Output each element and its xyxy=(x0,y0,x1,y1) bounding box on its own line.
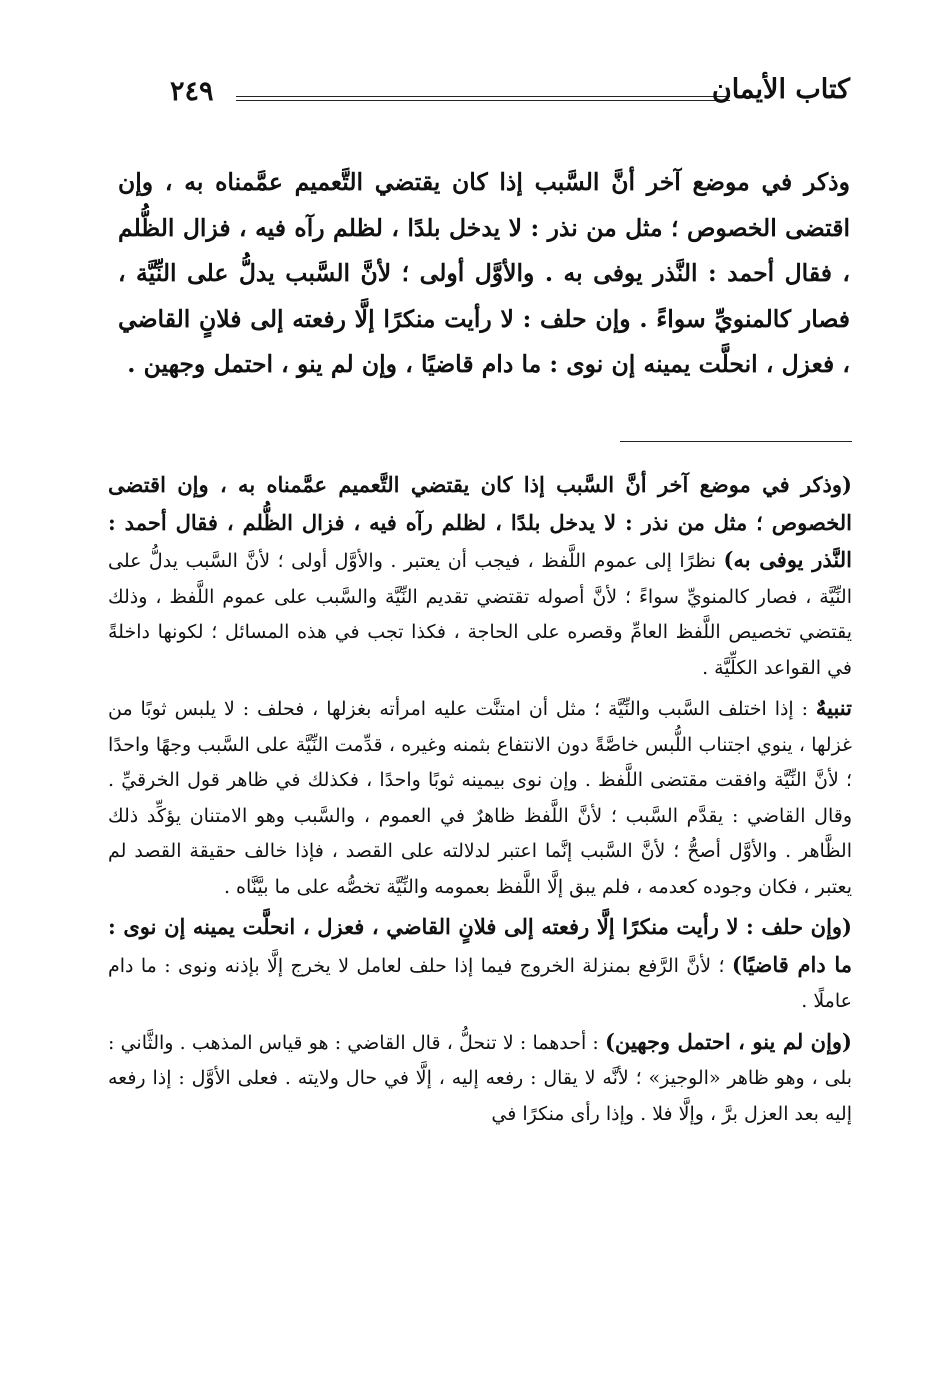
quoted-matn: (وذكر في موضع آخر أنَّ السَّبب إذا كان يقتضي التَّعميم عمَّمناه به ، وإن اقتضى الخصوص ؛ مثل من نذر : لا يدخل بلدًا ، لظلم رآه فيه ، فزال الظُّلم ، فقال أحمد : النَّذر يوفى به) xyxy=(108,472,852,572)
commentary-paragraph xyxy=(108,909,852,1020)
note-label: تنبيهٌ xyxy=(815,695,852,720)
commentary-text: : إذا اختلف السَّبب والنِّيَّة ؛ مثل أن امتنَّت عليه امرأته بغزلها ، فحلف : لا يلبس ثوبًا من غزلها ، ينوي اجتناب اللُّبس خاصَّةً دون الانتفاع بثمنه وغيره ، قدِّمت النِّيَّة على السَّبب وجهًا واحدًا ؛ لأنَّ النِّيَّة وافقت مقتضى اللَّفظ . وإن نوى بيمينه ثوبًا واحدًا ، فكذلك في ظاهر قول الخرقيِّ . وقال القاضي : يقدَّم السَّبب ؛ لأنَّ اللَّفظ ظاهرٌ في العموم ، والسَّبب وهو الامتنان يؤكِّد ذلك الظَّاهر . والأوَّل أصحُّ ؛ لأنَّ السَّبب إنَّما اعتبر لدلالته على القصد ، فإذا خالف حقيقة القصد لم يعتبر ، فكان وجوده كعدمه ، فلم يبق إلَّا اللَّفظ بعمومه والنِّيَّة تخصُّه على ما بيَّنَّاه . xyxy=(108,698,852,898)
commentary-text: نظرًا إلى عموم اللَّفظ ، فيجب أن يعتبر . والأوَّل أولى ؛ لأنَّ السَّبب يدلُّ على النِّيَّة ، فصار كالمنويِّ سواءً ؛ لأنَّ أصوله تقتضي تقديم النِّيَّة والسَّبب على عموم اللَّفظ ، وذلك يقتضي تخصيص اللَّفظ العامِّ وقصره على الحاجة ، فكذا تجب في هذه المسائل ؛ لكونها داخلةً في القواعد الكلِّيَّة . xyxy=(108,550,852,679)
running-title: كتاب الأيمان xyxy=(711,74,850,105)
commentary-text: ؛ لأنَّ الرَّفع بمنزلة الخروج فيما إذا حلف لعامل لا يخرج إلَّا بإذنه ونوى : ما دام عاملًا . xyxy=(108,954,852,1012)
commentary-paragraph xyxy=(108,690,852,905)
commentary-paragraph xyxy=(108,467,852,686)
footnote-separator xyxy=(620,441,852,442)
main-text: وذكر في موضع آخر أنَّ السَّبب إذا كان يقتضي التَّعميم عمَّمناه به ، وإن اقتضى الخصوص ؛ مثل من نذر : لا يدخل بلدًا ، لظلم رآه فيه ، فزال الظُّلم ، فقال أحمد : النَّذر يوفى به . والأوَّل أولى ؛ لأنَّ السَّبب يدلُّ على النِّيَّة ، فصار كالمنويِّ سواءً . وإن حلف : لا رأيت منكرًا إلَّا رفعته إلى فلانٍ القاضي ، فعزل ، انحلَّت يمينه إن نوى : ما دام قاضيًا ، وإن لم ينو ، احتمل وجهين . xyxy=(118,168,850,378)
page-number: ٢٤٩ xyxy=(170,76,214,107)
page-header xyxy=(150,76,850,116)
quoted-matn: (وإن حلف : لا رأيت منكرًا إلَّا رفعته إلى فلانٍ القاضي ، فعزل ، انحلَّت يمينه إن نوى : ما دام قاضيًا) xyxy=(108,914,852,977)
header-rule xyxy=(236,96,730,101)
quoted-matn: (وإن لم ينو ، احتمل وجهين) xyxy=(605,1028,852,1054)
commentary-text: : أحدهما : لا تنحلُّ ، قال القاضي : هو قياس المذهب . والثَّاني : بلى ، وهو ظاهر «الوجيز» ؛ لأنَّه لا يقال : رفعه إليه ، إلَّا في حال ولايته . فعلى الأوَّل : إذا رفعه إليه بعد العزل برَّ ، وإلَّا فلا . وإذا رأى منكرًا في xyxy=(108,1031,852,1125)
commentary-paragraph xyxy=(108,1024,852,1133)
commentary xyxy=(108,467,852,1136)
